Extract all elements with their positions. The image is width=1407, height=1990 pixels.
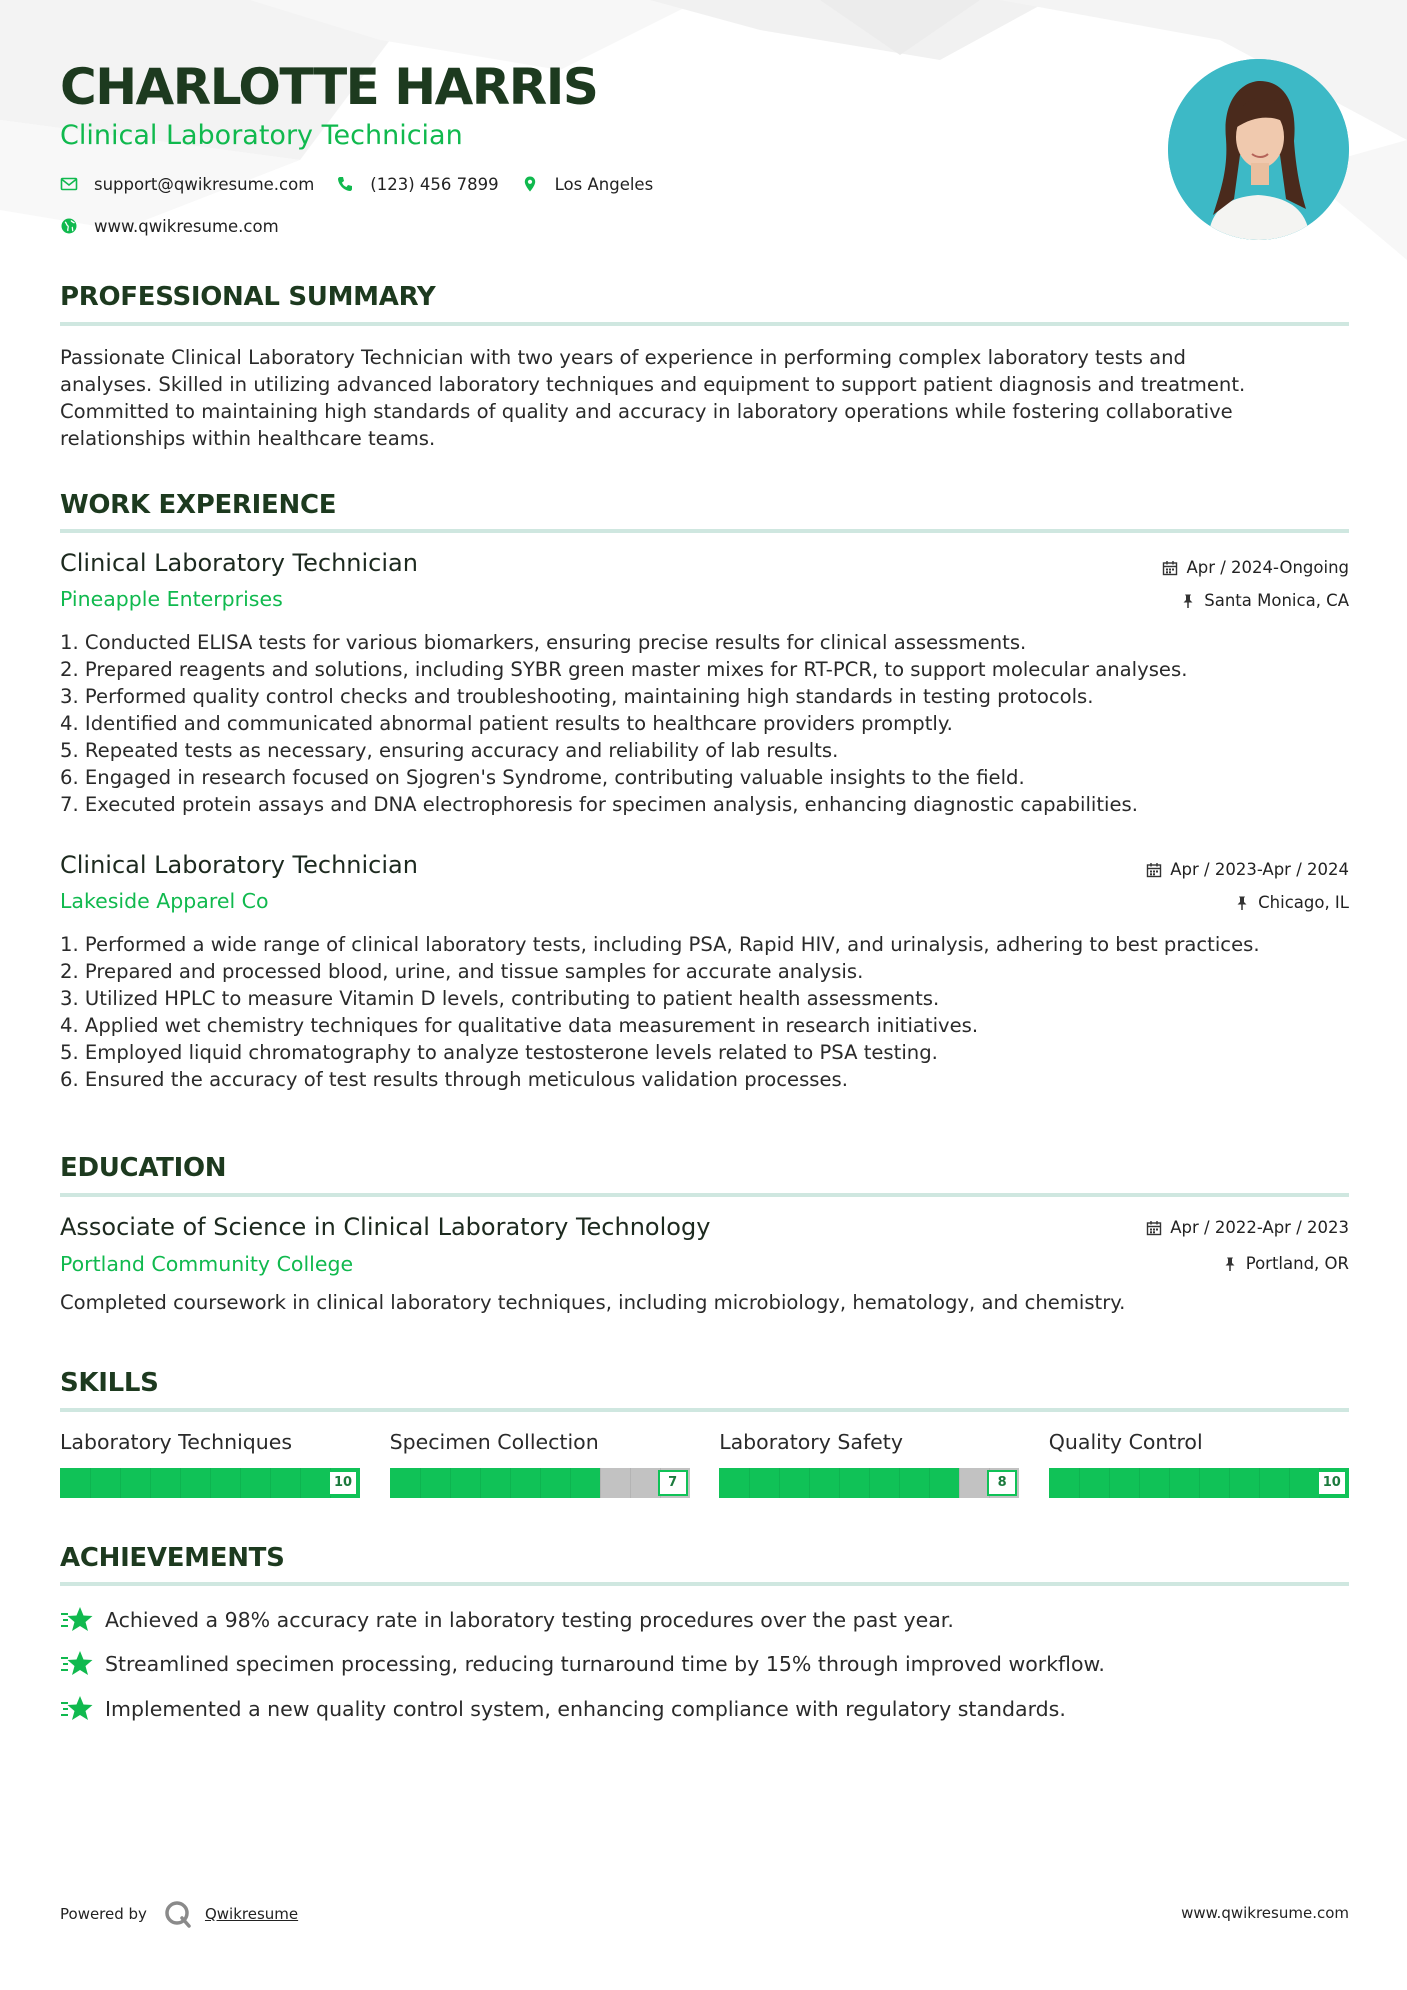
skill-bar [719,1468,1019,1498]
skill-bar-segment [959,1468,960,1498]
skill-bar-segment [90,1468,91,1498]
section-rule-experience [60,529,1349,533]
section-title-summary: PROFESSIONAL SUMMARY [60,282,436,312]
calendar-icon [1162,560,1178,576]
calendar-icon [1146,862,1162,878]
contact-phone[interactable]: (123) 456 7899 [370,174,499,194]
phone-icon [336,175,354,193]
job-location [1234,893,1349,912]
education-location [1222,1254,1349,1273]
skill-score-badge: 7 [658,1470,688,1496]
skill-bar-segment [749,1468,750,1498]
section-title-education: EDUCATION [60,1153,227,1183]
skill-bar-segment [240,1468,241,1498]
job-dates [1146,860,1349,879]
skill-bar-segment [779,1468,780,1498]
skill-bar-segment [1199,1468,1200,1498]
skill-bar-fill [390,1468,600,1498]
skill-label: Laboratory Safety [719,1430,903,1454]
job-company: Lakeside Apparel Co [60,889,269,913]
skill-bar-segment [1289,1468,1290,1498]
achievement-item [60,1692,1066,1726]
education-school: Portland Community College [60,1252,354,1276]
job-bullets [60,629,1349,818]
skill-bar-segment [899,1468,900,1498]
section-rule-achievements [60,1582,1349,1586]
job-bullets [60,931,1349,1093]
globe-icon [60,217,78,235]
skill-bar-segment [150,1468,151,1498]
skill-bar [390,1468,690,1498]
job-title: Clinical Laboratory Technician [60,851,418,879]
skill-score-badge: 10 [1317,1470,1347,1496]
contact-row-primary [60,172,675,196]
skill-bar-segment [480,1468,481,1498]
star-badge-icon [60,1649,94,1679]
skill-bar [60,1468,360,1498]
footer-powered-by [60,1896,298,1932]
skill-label: Laboratory Techniques [60,1430,293,1454]
skill-bar-segment [929,1468,930,1498]
summary-line: Committed to maintaining high standards of quality and accuracy in laboratory operations while fostering collaborative [60,400,1233,423]
profile-photo [1168,59,1349,240]
skill-bar [1049,1468,1349,1498]
education-description: Completed coursework in clinical laboratory techniques, including microbiology, hematology, and chemistry. [60,1291,1126,1314]
section-title-experience: WORK EXPERIENCE [60,490,337,520]
skill-bar-segment [1229,1468,1230,1498]
skill-bar-segment [450,1468,451,1498]
pushpin-icon [1180,593,1196,609]
skill-bar-segment [869,1468,870,1498]
achievement-item [60,1603,954,1637]
job-dates-text: Apr / 2024-Ongoing [1186,558,1349,577]
skill-score-badge: 8 [987,1470,1017,1496]
skill-bar-segment [1139,1468,1140,1498]
list-item: 6. Ensured the accuracy of test results through meticulous validation processes. [60,1068,848,1091]
skill-bar-segment [540,1468,541,1498]
list-item: 4. Applied wet chemistry techniques for qualitative data measurement in research initiatives. [60,1014,979,1037]
list-item: 6. Engaged in research focused on Sjogren's Syndrome, contributing valuable insights to the field. [60,766,1025,789]
skill-bar-segment [1079,1468,1080,1498]
summary-line: analyses. Skilled in utilizing advanced laboratory techniques and equipment to support patient diagnosis and treatment. [60,373,1246,396]
education-degree: Associate of Science in Clinical Laboratory Technology [60,1213,711,1241]
list-item: 2. Prepared and processed blood, urine, and tissue samples for accurate analysis. [60,960,864,983]
job-company: Pineapple Enterprises [60,587,283,611]
list-item: 4. Identified and communicated abnormal patient results to healthcare providers promptly. [60,712,953,735]
skill-bar-segment [839,1468,840,1498]
list-item: 7. Executed protein assays and DNA electrophoresis for specimen analysis, enhancing diagnostic capabilities. [60,793,1138,816]
list-item: 2. Prepared reagents and solutions, including SYBR green master mixes for RT-PCR, to support molecular analyses. [60,658,1188,681]
skill-bar-segment [120,1468,121,1498]
skill-bar-segment [570,1468,571,1498]
pushpin-icon [1222,1256,1238,1272]
list-item: 1. Conducted ELISA tests for various biomarkers, ensuring precise results for clinical assessments. [60,631,1027,654]
achievement-text: Achieved a 98% accuracy rate in laboratory testing procedures over the past year. [105,1608,954,1632]
envelope-icon [60,175,78,193]
skill-bar-segment [1109,1468,1110,1498]
footer-website-link[interactable]: www.qwikresume.com [1181,1904,1349,1922]
list-item: 3. Performed quality control checks and troubleshooting, maintaining high standards in testing protocols. [60,685,1094,708]
footer-brand-link[interactable]: Qwikresume [204,1905,299,1923]
job-location [1180,591,1349,610]
skill-label: Specimen Collection [389,1430,599,1454]
footer-powered-by-text: Powered by [60,1905,147,1923]
section-title-skills: SKILLS [60,1368,159,1398]
achievement-text: Implemented a new quality control system, enhancing compliance with regulatory standards. [105,1697,1066,1721]
list-item: 5. Employed liquid chromatography to analyze testosterone levels related to PSA testing. [60,1041,938,1064]
skill-bar-segment [270,1468,271,1498]
education-dates-text: Apr / 2022-Apr / 2023 [1170,1218,1349,1237]
candidate-name: CHARLOTTE HARRIS [60,58,598,116]
qwikresume-logo-icon [163,1899,193,1929]
list-item: 1. Performed a wide range of clinical laboratory tests, including PSA, Rapid HIV, and urinalysis, adhering to best practices. [60,933,1260,956]
skill-bar-segment [1259,1468,1260,1498]
education-dates [1146,1218,1349,1237]
job-location-text: Chicago, IL [1258,893,1349,912]
achievement-text: Streamlined specimen processing, reducing turnaround time by 15% through improved workflow. [105,1652,1105,1676]
candidate-role: Clinical Laboratory Technician [60,120,463,151]
job-location-text: Santa Monica, CA [1204,591,1349,610]
skill-bar-segment [420,1468,421,1498]
skill-bar-segment [210,1468,211,1498]
job-title: Clinical Laboratory Technician [60,549,418,577]
contact-website[interactable]: www.qwikresume.com [94,216,279,236]
contact-location: Los Angeles [554,174,654,194]
summary-line: Passionate Clinical Laboratory Technician with two years of experience in performing complex laboratory tests and [60,346,1186,369]
skill-bar-segment [630,1468,631,1498]
summary-line: relationships within healthcare teams. [60,427,436,450]
skill-bar-segment [510,1468,511,1498]
list-item: 3. Utilized HPLC to measure Vitamin D levels, contributing to patient health assessments. [60,987,940,1010]
job-dates-text: Apr / 2023-Apr / 2024 [1170,860,1349,879]
section-rule-summary [60,322,1349,326]
map-pin-icon [521,175,539,193]
skill-bar-segment [600,1468,601,1498]
achievement-item [60,1647,1105,1681]
education-location-text: Portland, OR [1245,1254,1349,1273]
contact-email[interactable]: support@qwikresume.com [94,174,315,194]
skill-bar-segment [809,1468,810,1498]
skill-bar-segment [300,1468,301,1498]
star-badge-icon [60,1605,94,1635]
star-badge-icon [60,1694,94,1724]
section-title-achievements: ACHIEVEMENTS [60,1543,285,1573]
job-dates [1162,558,1349,577]
summary-text [60,344,1349,452]
section-rule-education [60,1193,1349,1197]
pushpin-icon [1234,895,1250,911]
skill-bar-segment [180,1468,181,1498]
skill-bar-segment [1169,1468,1170,1498]
calendar-icon [1146,1220,1162,1236]
skill-score-badge: 10 [328,1470,358,1496]
list-item: 5. Repeated tests as necessary, ensuring accuracy and reliability of lab results. [60,739,839,762]
section-rule-skills [60,1408,1349,1412]
contact-row-secondary [60,214,301,238]
skill-label: Quality Control [1048,1430,1203,1454]
